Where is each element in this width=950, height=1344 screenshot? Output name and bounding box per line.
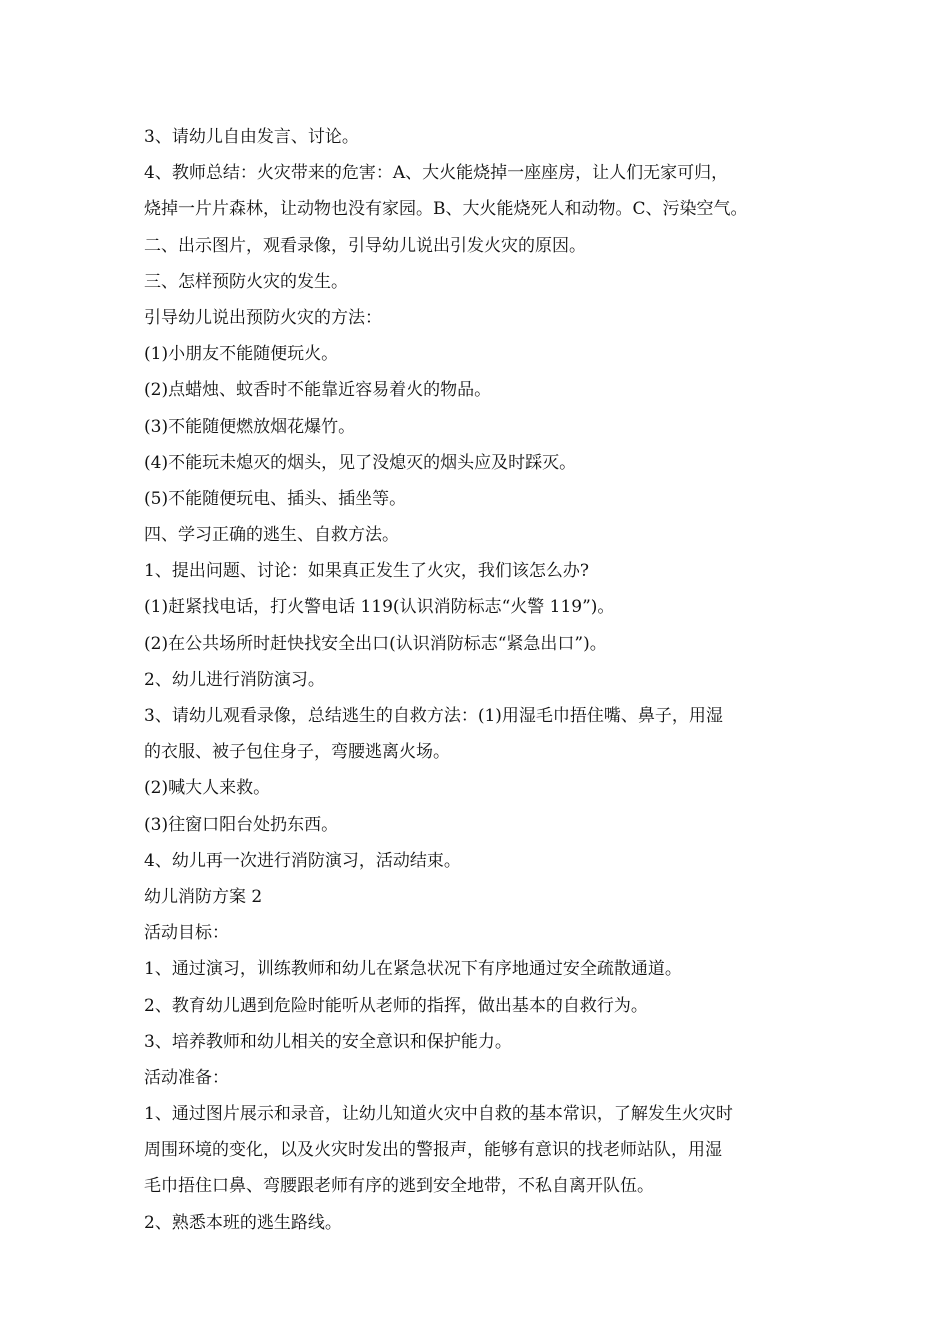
text-line: 4、教师总结：火灾带来的危害：A、大火能烧掉一座座房，让人们无家可归， xyxy=(144,163,729,184)
section-heading: 四、学习正确的逃生、自救方法。 xyxy=(144,525,399,546)
plan-title: 幼儿消防方案 2 xyxy=(144,886,263,907)
list-item: (3)不能随便燃放烟花爆竹。 xyxy=(144,416,356,437)
list-item: (2)喊大人来救。 xyxy=(144,778,271,799)
section-heading: 活动准备： xyxy=(144,1067,229,1088)
text-line: 1、提出问题、讨论：如果真正发生了火灾，我们该怎么办? xyxy=(144,561,589,582)
text-line: 4、幼儿再一次进行消防演习，活动结束。 xyxy=(144,850,461,871)
section-heading: 三、怎样预防火灾的发生。 xyxy=(144,271,348,292)
text-line: 烧掉一片片森林，让动物也没有家园。B、大火能烧死人和动物。C、污染空气。 xyxy=(144,199,748,220)
text-line: 引导幼儿说出预防火灾的方法： xyxy=(144,307,382,328)
list-item: (1)赶紧找电话，打火警电话 119(认识消防标志“火警 119”)。 xyxy=(144,597,615,618)
section-heading: 活动目标： xyxy=(144,923,229,944)
text-line: 3、请幼儿自由发言、讨论。 xyxy=(144,127,359,147)
text-line: 周围环境的变化，以及火灾时发出的警报声，能够有意识的找老师站队，用湿 xyxy=(144,1140,722,1161)
document-body xyxy=(144,119,824,1241)
list-item: (5)不能随便玩电、插头、插坐等。 xyxy=(144,488,407,509)
list-item: (2)在公共场所时赶快找安全出口(认识消防标志“紧急出口”)。 xyxy=(144,633,607,654)
text-line: 毛巾捂住口鼻、弯腰跟老师有序的逃到安全地带，不私自离开队伍。 xyxy=(144,1176,654,1197)
list-item: 1、通过演习，训练教师和幼儿在紧急状况下有序地通过安全疏散通道。 xyxy=(144,959,682,980)
list-item: 2、熟悉本班的逃生路线。 xyxy=(144,1212,342,1233)
section-heading: 二、出示图片，观看录像，引导幼儿说出引发火灾的原因。 xyxy=(144,235,586,256)
text-line: 的衣服、被子包住身子，弯腰逃离火场。 xyxy=(144,742,450,763)
list-item: 2、教育幼儿遇到危险时能听从老师的指挥，做出基本的自救行为。 xyxy=(144,995,648,1016)
list-item: (3)往窗口阳台处扔东西。 xyxy=(144,814,339,835)
list-item: (4)不能玩未熄灭的烟头，见了没熄灭的烟头应及时踩灭。 xyxy=(144,452,577,473)
text-line: 3、请幼儿观看录像，总结逃生的自救方法：(1)用湿毛巾捂住嘴、鼻子，用湿 xyxy=(144,706,723,726)
text-line: 2、幼儿进行消防演习。 xyxy=(144,669,325,690)
text-line: 1、通过图片展示和录音，让幼儿知道火灾中自救的基本常识，了解发生火灾时 xyxy=(144,1104,733,1125)
list-item: 3、培养教师和幼儿相关的安全意识和保护能力。 xyxy=(144,1031,512,1052)
list-item: (1)小朋友不能随便玩火。 xyxy=(144,344,339,365)
list-item: (2)点蜡烛、蚊香时不能靠近容易着火的物品。 xyxy=(144,380,492,401)
